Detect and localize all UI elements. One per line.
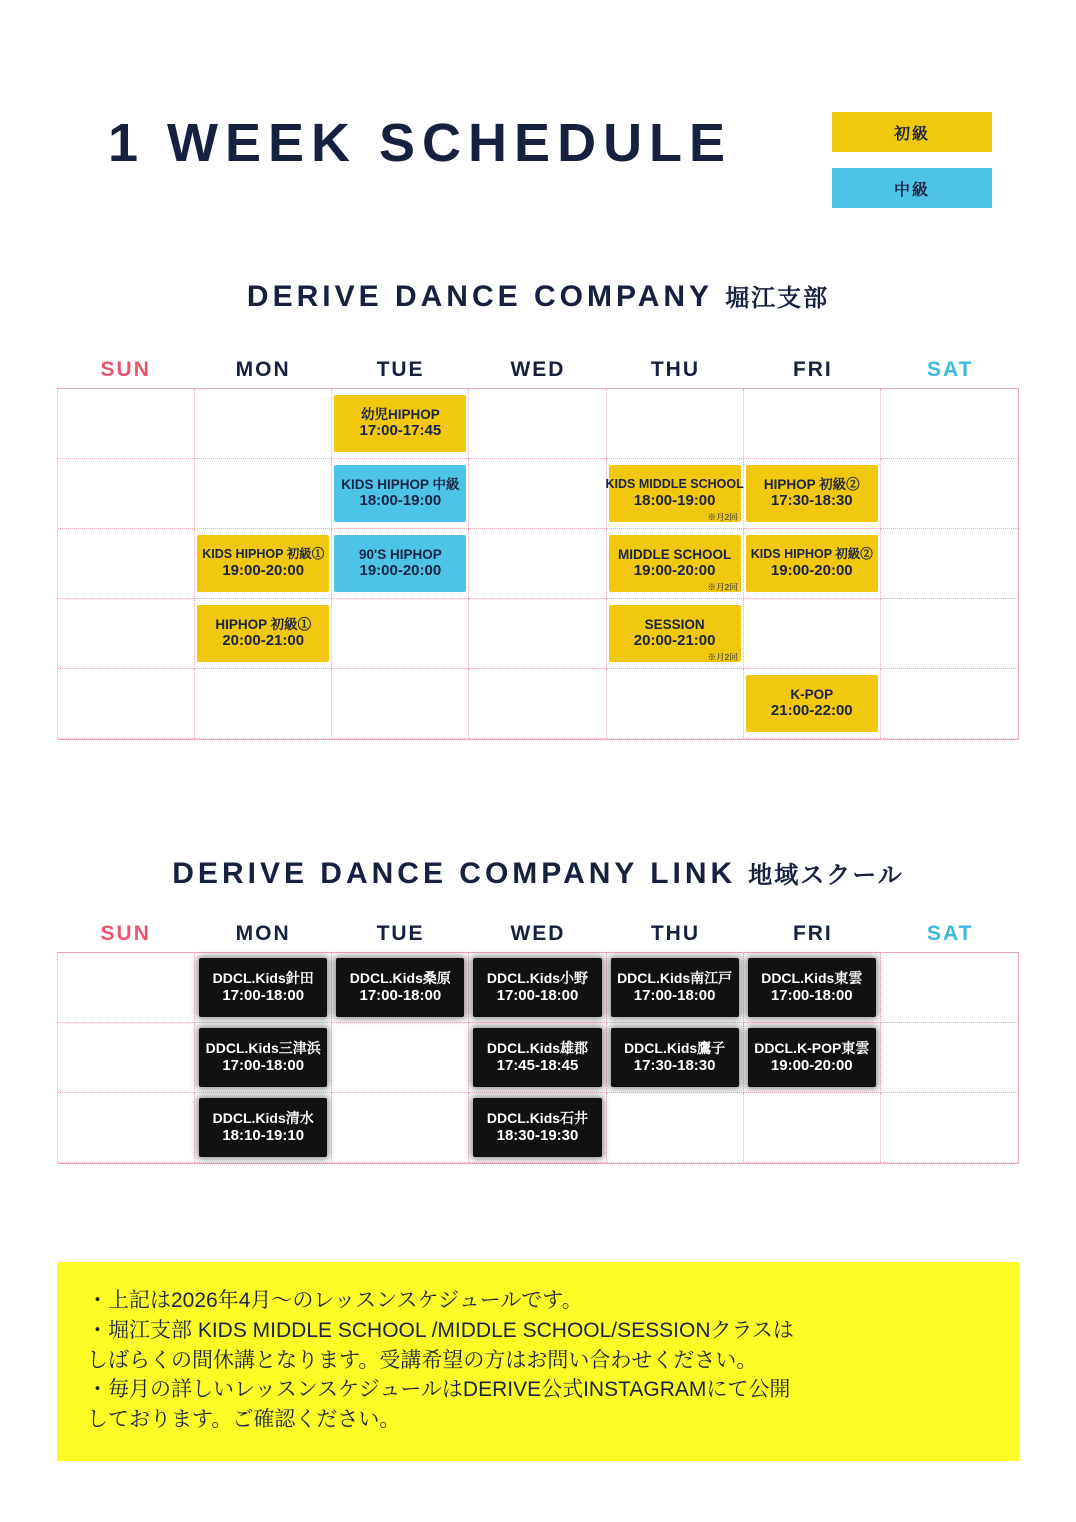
schedule-cell bbox=[607, 669, 744, 739]
class-block[interactable] bbox=[334, 535, 466, 592]
schedule-cell bbox=[58, 389, 195, 459]
class-name: MIDDLE SCHOOL bbox=[618, 546, 732, 562]
class-name: 90'S HIPHOP bbox=[358, 546, 442, 562]
class-time: 20:00-21:00 bbox=[633, 632, 716, 650]
schedule-cell bbox=[58, 953, 195, 1023]
class-name: K-POP bbox=[790, 686, 834, 702]
schedule-cell bbox=[607, 1023, 744, 1093]
class-name: KIDS HIPHOP 中級 bbox=[341, 476, 460, 492]
schedule-cell bbox=[469, 599, 606, 669]
schedule-cell bbox=[744, 599, 881, 669]
page-title: 1 WEEK SCHEDULE bbox=[108, 113, 733, 173]
class-block[interactable] bbox=[605, 465, 744, 522]
note-line-4: ・毎月の詳しいレッスンスケジュールはDERIVE公式INSTAGRAMにて公開 bbox=[87, 1378, 791, 1402]
class-time: 17:30-18:30 bbox=[770, 492, 853, 510]
class-block[interactable] bbox=[199, 1098, 327, 1157]
class-name: SESSION bbox=[644, 616, 705, 632]
schedule-cell bbox=[195, 1093, 332, 1163]
schedule-cell bbox=[58, 669, 195, 739]
class-name: KIDS MIDDLE SCHOOL bbox=[605, 477, 744, 492]
day-wed: WED bbox=[510, 358, 566, 381]
class-block[interactable] bbox=[199, 958, 327, 1017]
day-fri-2: FRI bbox=[792, 922, 833, 945]
schedule-link bbox=[57, 922, 1019, 1164]
class-time: 17:00-18:00 bbox=[770, 986, 853, 1004]
class-time: 17:00-18:00 bbox=[496, 986, 579, 1004]
class-block[interactable] bbox=[746, 535, 878, 592]
class-name: DDCL.Kids南江戸 bbox=[617, 970, 733, 987]
schedule-cell bbox=[881, 953, 1018, 1023]
schedule-cell bbox=[469, 1093, 606, 1163]
class-block[interactable] bbox=[197, 535, 329, 592]
schedule-cell bbox=[607, 599, 744, 669]
class-time: 20:00-21:00 bbox=[222, 632, 305, 650]
day-sun: SUN bbox=[100, 358, 151, 381]
schedule-cell bbox=[195, 459, 332, 529]
class-name: DDCL.Kids清水 bbox=[212, 1110, 314, 1127]
day-sat: SAT bbox=[927, 358, 974, 381]
schedule-cell bbox=[469, 669, 606, 739]
schedule-cell bbox=[58, 529, 195, 599]
class-block[interactable] bbox=[334, 395, 466, 452]
schedule-cell bbox=[195, 1023, 332, 1093]
day-sun-2: SUN bbox=[100, 922, 151, 945]
class-name: DDCL.Kids小野 bbox=[486, 970, 589, 987]
class-time: 19:00-20:00 bbox=[770, 1056, 853, 1074]
day-mon-2: MON bbox=[235, 922, 291, 945]
class-time: 17:00-18:00 bbox=[359, 986, 442, 1004]
schedule-cell bbox=[881, 389, 1018, 459]
class-time: 19:00-20:00 bbox=[770, 561, 853, 579]
schedule-cell bbox=[744, 529, 881, 599]
day-tue: TUE bbox=[376, 358, 425, 381]
class-time: 18:30-19:30 bbox=[496, 1126, 579, 1144]
class-block[interactable] bbox=[611, 958, 739, 1017]
schedule-cell bbox=[469, 389, 606, 459]
class-note: ※月2回 bbox=[707, 582, 738, 592]
schedule-cell bbox=[195, 599, 332, 669]
class-block[interactable] bbox=[746, 675, 878, 732]
class-block[interactable] bbox=[748, 1028, 876, 1087]
class-time: 17:30-18:30 bbox=[633, 1056, 716, 1074]
class-time: 17:45-18:45 bbox=[496, 1056, 579, 1074]
section-1-subtitle: 堀江支部 bbox=[725, 285, 830, 312]
class-block[interactable] bbox=[199, 1028, 327, 1087]
class-name: DDCL.Kids三津浜 bbox=[205, 1040, 321, 1057]
class-block[interactable] bbox=[746, 465, 878, 522]
class-time: 21:00-22:00 bbox=[770, 702, 853, 720]
class-name: KIDS HIPHOP 初級① bbox=[202, 547, 325, 562]
schedule-cell bbox=[332, 389, 469, 459]
day-thu-2: THU bbox=[650, 922, 700, 945]
schedule-cell bbox=[607, 953, 744, 1023]
class-name: HIPHOP 初級① bbox=[215, 616, 312, 632]
class-name: DDCL.Kids針田 bbox=[212, 970, 314, 987]
schedule-horie bbox=[57, 358, 1019, 740]
day-fri: FRI bbox=[792, 358, 833, 381]
class-time: 18:00-19:00 bbox=[359, 492, 442, 510]
class-block[interactable] bbox=[609, 605, 741, 662]
schedule-cell bbox=[58, 1093, 195, 1163]
schedule-cell bbox=[332, 669, 469, 739]
class-name: HIPHOP 初級② bbox=[763, 476, 860, 492]
schedule-cell bbox=[744, 389, 881, 459]
class-block[interactable] bbox=[336, 958, 464, 1017]
schedule-cell bbox=[881, 1093, 1018, 1163]
class-time: 17:00-18:00 bbox=[222, 986, 305, 1004]
schedule-cell bbox=[332, 459, 469, 529]
schedule-cell bbox=[58, 1023, 195, 1093]
note-line-5: しております。ご確認ください。 bbox=[87, 1408, 401, 1432]
legend bbox=[832, 112, 992, 224]
schedule-cell bbox=[744, 459, 881, 529]
schedule-cell bbox=[469, 953, 606, 1023]
note-line-3: しばらくの間休講となります。受講希望の方はお問い合わせください。 bbox=[87, 1348, 758, 1372]
schedule-cell bbox=[469, 459, 606, 529]
day-header-row-2 bbox=[57, 922, 1019, 946]
class-name: 幼児HIPHOP bbox=[360, 406, 440, 422]
schedule-grid-horie bbox=[57, 388, 1019, 740]
section-2-subtitle: 地域スクール bbox=[748, 862, 904, 889]
schedule-cell bbox=[332, 953, 469, 1023]
class-name: DDCL.Kids東雲 bbox=[761, 970, 863, 987]
schedule-cell bbox=[332, 1093, 469, 1163]
class-block[interactable] bbox=[473, 1098, 601, 1157]
schedule-cell bbox=[881, 599, 1018, 669]
class-note: ※月2回 bbox=[707, 512, 738, 522]
class-time: 18:10-19:10 bbox=[222, 1126, 305, 1144]
class-time: 19:00-20:00 bbox=[222, 561, 305, 579]
notes-block bbox=[57, 1262, 1019, 1461]
legend-intermediate: 中級 bbox=[832, 168, 992, 208]
class-block[interactable] bbox=[473, 1028, 601, 1087]
class-name: DDCL.Kids石井 bbox=[486, 1110, 589, 1127]
class-name: DDCL.Kids雄郡 bbox=[486, 1040, 589, 1057]
schedule-cell bbox=[607, 1093, 744, 1163]
schedule-cell bbox=[195, 669, 332, 739]
class-time: 18:00-19:00 bbox=[633, 491, 716, 509]
note-line-1: ・上記は2026年4月～のレッスンスケジュールです。 bbox=[87, 1289, 583, 1312]
day-mon: MON bbox=[235, 358, 291, 381]
schedule-cell bbox=[881, 1023, 1018, 1093]
schedule-cell bbox=[607, 529, 744, 599]
class-time: 19:00-20:00 bbox=[359, 562, 442, 580]
day-tue-2: TUE bbox=[376, 922, 425, 945]
class-block[interactable] bbox=[748, 958, 876, 1017]
day-thu: THU bbox=[650, 358, 700, 381]
schedule-cell bbox=[332, 1023, 469, 1093]
class-time: 19:00-20:00 bbox=[633, 562, 716, 580]
class-block[interactable] bbox=[197, 605, 329, 662]
schedule-cell bbox=[881, 529, 1018, 599]
class-time: 17:00-17:45 bbox=[359, 422, 442, 440]
section-2-title: DERIVE DANCE COMPANY LINK bbox=[172, 857, 737, 890]
schedule-cell bbox=[195, 529, 332, 599]
schedule-cell bbox=[607, 459, 744, 529]
class-block[interactable] bbox=[334, 465, 466, 522]
class-name: DDCL.K-POP東雲 bbox=[754, 1040, 870, 1057]
schedule-cell bbox=[58, 599, 195, 669]
section-1-heading bbox=[0, 278, 1076, 314]
schedule-cell bbox=[58, 459, 195, 529]
schedule-cell bbox=[607, 389, 744, 459]
section-2-heading bbox=[0, 855, 1076, 891]
class-block[interactable] bbox=[611, 1028, 739, 1087]
class-name: KIDS HIPHOP 初級② bbox=[750, 547, 873, 562]
schedule-cell bbox=[744, 1023, 881, 1093]
class-note: ※月2回 bbox=[707, 652, 738, 662]
note-line-2: ・堀江支部 KIDS MIDDLE SCHOOL /MIDDLE SCHOOL/SESSIONクラスは bbox=[87, 1318, 794, 1342]
section-1-title: DERIVE DANCE COMPANY bbox=[246, 280, 714, 313]
class-time: 17:00-18:00 bbox=[222, 1056, 305, 1074]
schedule-cell bbox=[195, 953, 332, 1023]
day-header-row-1 bbox=[57, 358, 1019, 382]
schedule-cell bbox=[195, 389, 332, 459]
class-block[interactable] bbox=[609, 535, 741, 592]
class-name: DDCL.Kids鷹子 bbox=[624, 1040, 726, 1057]
class-name: DDCL.Kids桑原 bbox=[349, 970, 451, 987]
schedule-cell bbox=[469, 529, 606, 599]
class-block[interactable] bbox=[473, 958, 601, 1017]
day-sat-2: SAT bbox=[927, 922, 974, 945]
class-time: 17:00-18:00 bbox=[633, 986, 716, 1004]
schedule-cell bbox=[881, 459, 1018, 529]
schedule-cell bbox=[881, 669, 1018, 739]
schedule-cell bbox=[332, 529, 469, 599]
schedule-grid-link bbox=[57, 952, 1019, 1164]
day-wed-2: WED bbox=[510, 922, 566, 945]
schedule-cell bbox=[744, 669, 881, 739]
schedule-cell bbox=[332, 599, 469, 669]
schedule-cell bbox=[744, 953, 881, 1023]
schedule-cell bbox=[744, 1093, 881, 1163]
schedule-cell bbox=[469, 1023, 606, 1093]
legend-beginner: 初級 bbox=[832, 112, 992, 152]
